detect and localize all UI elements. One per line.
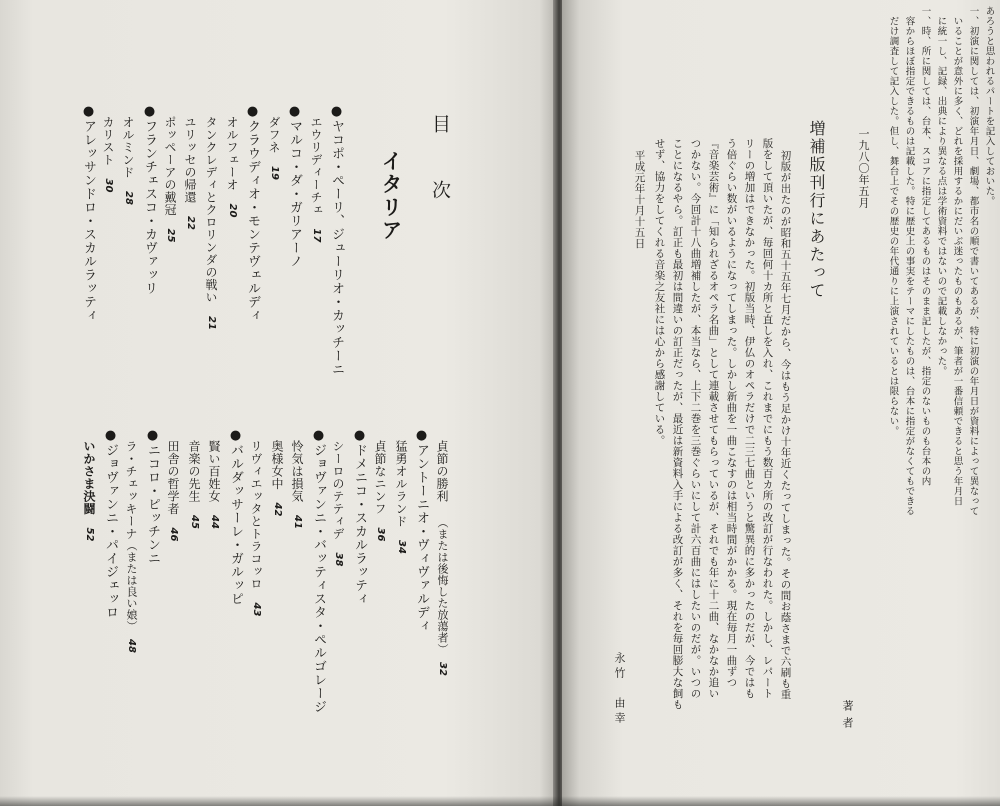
- preface-note-line: 一、時、所に関しては、台本、スコアに指定してあるものはそのまま記したが、指定のないものも台本の内: [919, 6, 931, 486]
- toc-composer: ●クラウディオ・モンテヴェルディ: [245, 104, 260, 322]
- page-number: 45: [189, 515, 200, 529]
- toc-composer: ●ジョヴァンニ・パイジェッロ: [103, 428, 118, 619]
- page-number: 30: [103, 178, 114, 193]
- toc-work: [122, 116, 134, 205]
- work-title: 怜気は損気: [290, 440, 304, 503]
- toc-composer: ●ドメニコ・スカルラッティ: [352, 428, 367, 606]
- work-title: 音楽の先生: [187, 440, 201, 503]
- page-number: 20: [227, 203, 238, 218]
- work-title: 田舎の哲学者: [166, 440, 180, 515]
- afterword-line: 版をして頂いたが、毎回何十カ所と直しを入れ、これまでにもう数百カ所の改訂が行なわれた。しかし、レパート: [761, 138, 774, 699]
- page-number: 22: [185, 216, 196, 230]
- toc-composer: ●マルコ・ダ・ガリアーノ: [287, 104, 302, 268]
- work-title: エウリディーチェ: [309, 116, 323, 216]
- toc-work: [268, 116, 280, 180]
- page-number: 17: [311, 228, 322, 243]
- work-title: 猛勇オルランド: [394, 440, 408, 528]
- toc-work: [250, 440, 262, 616]
- toc-country-heading: イタリア: [379, 150, 403, 242]
- work-title: ラ・チェッキーナ: [124, 440, 138, 540]
- preface-note-line: に統一し、記録、出典により異なる点は学術資料ではないので記載しなかった。: [935, 16, 947, 376]
- toc-work: [226, 116, 238, 217]
- work-title: ユリッセの帰還: [183, 116, 197, 204]
- page-number: 36: [375, 527, 386, 542]
- toc-work: [271, 440, 283, 516]
- page-number: 44: [209, 515, 220, 529]
- work-title: オルフェーオ: [225, 116, 239, 191]
- work-title: いかさま決闘: [82, 440, 96, 515]
- toc-composer: ●アレッサンドロ・スカルラッティ: [81, 104, 96, 322]
- work-title: オルミンド: [121, 116, 135, 179]
- page-number: 38: [333, 552, 344, 567]
- toc-work: [188, 440, 200, 529]
- toc-composer: ●ヤコポ・ペーリ、ジューリオ・カッチーニ: [329, 104, 344, 376]
- work-subtitle: （または後悔した放蕩者）: [436, 517, 449, 650]
- page-number: 43: [251, 602, 262, 617]
- preface-note-line: あろうと思われるパートを記入しておいた。: [983, 6, 995, 206]
- toc-composer: ●バルダッサーレ・ガルッピ: [228, 428, 243, 606]
- afterword-line: う倍ぐらい数がいるようになってしまった。しかし新曲を一曲こなすのは相当時間がかかる。現在毎月一曲ずつ: [725, 138, 738, 688]
- toc-work: [184, 116, 196, 230]
- toc-work: [83, 440, 95, 541]
- page-number: 21: [206, 316, 217, 330]
- work-title: 貞節の勝利: [435, 440, 449, 503]
- toc-work: [167, 440, 179, 541]
- work-title: 賢い百姓女: [207, 440, 221, 503]
- work-subtitle: （または良い娘）: [125, 540, 138, 627]
- preface-note-line: だけ調査して記入した。但し、舞台上でその歴史の年代通りに上演されているとは限らない。: [887, 16, 899, 436]
- page-number: 34: [396, 540, 407, 554]
- toc-composer: ●フランチェスコ・カヴァッリ: [142, 104, 157, 295]
- toc-work: [205, 116, 217, 330]
- page-number: 52: [84, 527, 95, 542]
- page-number: 32: [437, 662, 448, 676]
- toc-work-continued: [436, 440, 448, 676]
- preface-date: 一九八〇年五月: [857, 128, 870, 209]
- toc-composer: ●アントーニオ・ヴィヴァルディ: [414, 428, 429, 633]
- page-number: 25: [165, 228, 176, 243]
- preface-note-line: いることが意外に多く、どれを採用するかにだいぶ迷ったものもあるが、筆者が一番信頼できると思う年月日: [951, 16, 963, 506]
- toc-composer: ●ジョヴァンニ・バッティスタ・ペルゴレージ: [311, 428, 326, 714]
- afterword-date: 平成元年十月十五日: [633, 150, 646, 249]
- toc-composer: ●ニコロ・ピッチンニ: [145, 428, 160, 565]
- toc-work: [374, 440, 386, 541]
- preface-note-line: 容からほぼ指定できるものは記載した。特に歴史上の事実をテーマにしたものは、台本に指定がなくてもできる: [903, 16, 915, 516]
- afterword-line: 『音楽芸術』に「知られざるオペラ名曲」として連載させてもらっているが、それでも年に十二曲、なかなか追い: [707, 138, 720, 699]
- page-number: 48: [126, 639, 137, 653]
- page-number: 46: [168, 527, 179, 542]
- work-title: シーロのテティデ: [331, 440, 345, 540]
- toc-heading: 目 次: [429, 114, 451, 213]
- work-title: カリスト: [101, 116, 115, 166]
- work-title: 奥様女中: [270, 440, 284, 490]
- afterword-line: つかない。今回計十八曲増補したが、本当なら、上下二巻を三巻ぐらいにして計六百曲にはしたいのだが。いつの: [689, 138, 702, 699]
- page-number: 28: [123, 191, 134, 205]
- toc-work: [164, 116, 176, 242]
- toc-work: [291, 440, 303, 529]
- afterword-author: 永竹 由幸: [613, 652, 626, 727]
- page-number: 42: [272, 502, 283, 517]
- toc-work: [332, 440, 344, 566]
- work-title: 貞節なニンフ: [373, 440, 387, 515]
- work-title: ポッペーアの戴冠: [163, 116, 177, 216]
- page-number: 41: [292, 515, 303, 529]
- preface-author: 著者: [841, 700, 854, 734]
- work-title: リヴィエッタとトラコッロ: [249, 440, 263, 590]
- afterword-line: ことになるやら。訂正も最初は間違いの訂正だったが、最近は新資料入手による改訂が多く、それを毎回膨大な飼も: [671, 138, 684, 710]
- right-page-preface: [562, 0, 1000, 806]
- afterword-line: リーの増加はできなかった。初版当時、伊仏のオペラだけで二三七曲というと驚異的に多かったのだが、今ではも: [743, 138, 756, 699]
- work-title: タンクレディとクロリンダの戦い: [204, 116, 218, 304]
- toc-work: [125, 440, 137, 653]
- toc-work: [310, 116, 322, 242]
- page-number: 19: [269, 166, 280, 180]
- toc-work: [395, 440, 407, 554]
- work-title: ダフネ: [267, 116, 281, 154]
- afterword-title: 増補版刊行にあたって: [807, 120, 826, 300]
- afterword-line: 初版が出たのが昭和五十五年七月だから、今はもう足かけ十年近くたってしまった。その間お蔭さまで六刷も重: [779, 150, 792, 700]
- preface-note-line: 一、初演に関しては、初演年月日、劇場、都市名の順で書いてあるが、特に初演の年月日が資料によって異なって: [967, 6, 979, 516]
- afterword-line: せず、協力をしてくれる音楽之友社には心から感謝している。: [653, 138, 666, 446]
- book-bottom-edge-shadow: [0, 796, 1000, 806]
- toc-work: [208, 440, 220, 529]
- toc-work: [102, 116, 114, 192]
